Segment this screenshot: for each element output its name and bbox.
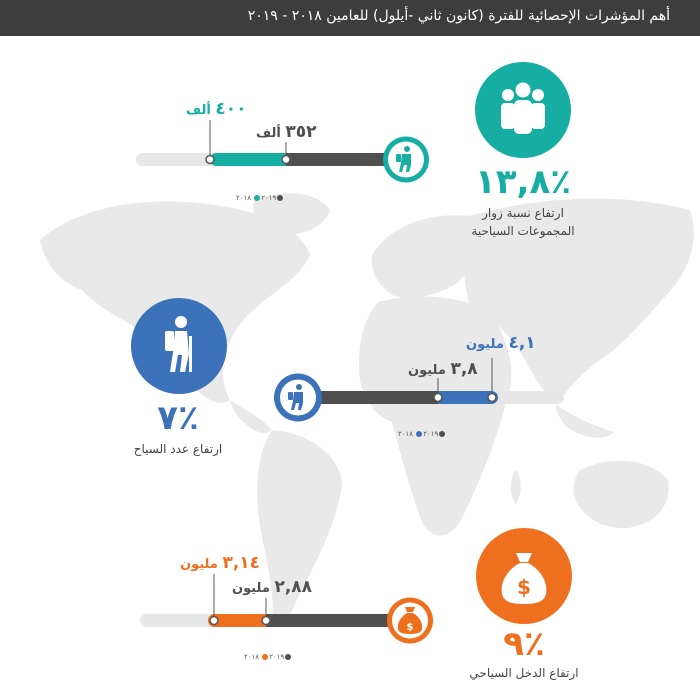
group-visitors-description: ارتفاع نسبة زوار المجموعات السياحية xyxy=(471,206,575,238)
chart1-label-2018: ٣٥٢ ألف xyxy=(256,122,317,142)
chart3-legend: ٢٠١٩ ٢٠١٨ xyxy=(244,653,292,661)
tourists-change-pct: ٪٧ xyxy=(157,398,199,438)
chart2-legend: ٢٠١٩ ٢٠١٨ xyxy=(398,430,446,438)
chart2-label-2019: ٤,١ مليون xyxy=(466,333,536,353)
chart3-label-2019: ٣,١٤ مليون xyxy=(180,553,261,573)
chart3-marker-2019 xyxy=(210,617,218,625)
tourists-description: ارتفاع عدد السياح xyxy=(133,442,223,456)
chart3-bar-2018 xyxy=(266,614,398,627)
chart1-legend: ٢٠١٩ ٢٠١٨ xyxy=(236,194,284,202)
group-visitors-change-pct: ٪١٣,٨ xyxy=(475,162,571,202)
page-title: أهم المؤشرات الإحصائية للفترة (كانون ثاني -أيلول) للعامين ٢٠١٨ - ٢٠١٩ xyxy=(247,8,670,24)
svg-text:$: $ xyxy=(517,575,531,599)
income-description: ارتفاع الدخل السياحي xyxy=(469,666,579,680)
svg-text:$: $ xyxy=(406,622,414,633)
chart2-label-2018: ٣,٨ مليون xyxy=(408,359,478,379)
income-change-pct: ٪٩ xyxy=(503,624,545,664)
chart1-label-2019: ٤٠٠ ألف xyxy=(186,99,247,119)
chart3-label-2018: ٢,٨٨ مليون xyxy=(232,577,313,597)
chart3-marker-2018 xyxy=(262,617,270,625)
